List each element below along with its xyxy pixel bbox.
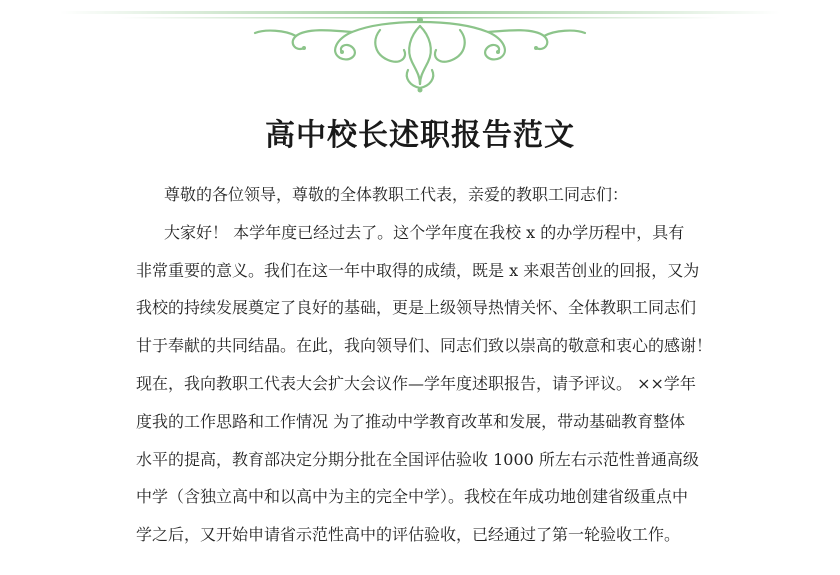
paragraph-line: 非常重要的意义。我们在这一年中取得的成绩，既是 x 来艰苦创业的回报，又为 [136, 260, 700, 280]
paragraph-line: 现在，我向教职工代表大会扩大会议作—学年度述职报告，请予评议。 ××学年 [136, 373, 696, 393]
paragraph-line: 中学（含独立高中和以高中为主的完全中学）。我校在年成功地创建省级重点中 [136, 487, 689, 507]
paragraph-line: 度我的工作思路和工作情况 为了推动中学教育改革和发展，带动基础教育整体 [136, 411, 686, 431]
document-title: 高中校长述职报告范文 [265, 118, 575, 153]
paragraph-line: 水平的提高，教育部决定分期分批在全国评估验收 1000 所左右示范性普通高级 [136, 449, 699, 469]
decorative-header-ornament [0, 0, 840, 100]
paragraph-line: 大家好！ 本学年度已经过去了。这个学年度在我校 x 的办学历程中，具有 [164, 222, 685, 242]
document-body [136, 180, 716, 558]
paragraph-line: 学之后，又开始申请省示范性高中的评估验收，已经通过了第一轮验收工作。 [136, 525, 681, 545]
salutation-line: 尊敬的各位领导，尊敬的全体教职工代表，亲爱的教职工同志们： [164, 185, 629, 204]
paragraph-line: 甘于奉献的共同结晶。在此，我向领导们、同志们致以崇高的敬意和衷心的感谢！ [136, 336, 713, 356]
paragraph-line: 我校的持续发展奠定了良好的基础，更是上级领导热情关怀、全体教职工同志们 [136, 298, 697, 318]
